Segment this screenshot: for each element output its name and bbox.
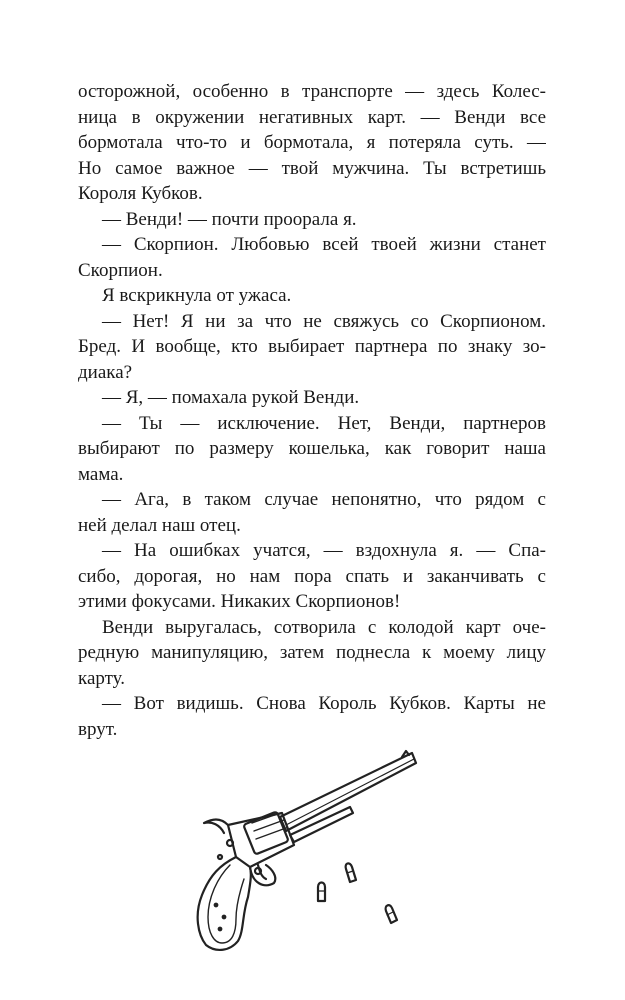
- text-line: [78, 385, 546, 411]
- text-line-content: диака?: [78, 361, 133, 383]
- text-line: [78, 411, 546, 437]
- text-line: [78, 513, 546, 539]
- text-line-content: — На ошибках учатся, — вздохнула я. — Спа-: [102, 540, 546, 561]
- revolver-icon: [190, 745, 430, 960]
- bullet-icon: [386, 905, 397, 923]
- text-line: [78, 487, 546, 513]
- text-line-content: — Вот видишь. Снова Король Кубков. Карты не: [102, 693, 546, 714]
- text-line: [78, 105, 546, 131]
- text-line: [78, 79, 546, 105]
- revolver-illustration: [190, 745, 430, 960]
- text-line-content: бормотала что-то и бормотала, я потеряла суть. —: [78, 132, 546, 153]
- text-line-content: Короля Кубков.: [78, 183, 203, 204]
- text-line: [78, 309, 546, 335]
- text-line-content: Но самое важное — твой мужчина. Ты встретишь: [78, 157, 546, 179]
- text-line-content: — Скорпион. Любовью всей твоей жизни станет: [102, 234, 546, 255]
- text-line: [78, 232, 546, 258]
- text-line: [78, 589, 546, 615]
- text-line-content: осторожной, особенно в транспорте — здесь Колес-: [78, 81, 546, 102]
- text-line: [78, 334, 546, 360]
- text-line-content: — Нет! Я ни за что не свяжусь со Скорпионом.: [102, 310, 546, 332]
- text-line-content: Бред. И вообще, кто выбирает партнера по знаку зо-: [78, 336, 546, 357]
- text-line-content: Скорпион.: [78, 259, 163, 281]
- text-line: [78, 436, 546, 462]
- text-line-content: Я вскрикнула от ужаса.: [102, 285, 292, 306]
- text-line-content: — Я, — помахала рукой Венди.: [102, 387, 360, 408]
- text-line: [78, 258, 546, 284]
- bullet-icon: [318, 883, 325, 902]
- text-line: [78, 181, 546, 207]
- text-line: [78, 666, 546, 692]
- text-line-content: мама.: [78, 463, 124, 485]
- bullet-icon: [346, 863, 356, 882]
- text-line: [78, 207, 546, 233]
- text-line-content: — Венди! — почти проорала я.: [102, 208, 357, 230]
- text-line: [78, 640, 546, 666]
- text-line-content: ней делал наш отец.: [78, 514, 241, 536]
- text-line-content: сибо, дорогая, но нам пора спать и заканчивать с: [78, 565, 546, 587]
- text-line-content: этими фокусами. Никаких Скорпионов!: [78, 591, 401, 612]
- text-line: [78, 538, 546, 564]
- text-line: [78, 615, 546, 641]
- text-line: [78, 360, 546, 386]
- text-line-content: Венди выругалась, сотворила с колодой карт оче-: [102, 616, 546, 638]
- text-line-content: — Ага, в таком случае непонятно, что рядом с: [102, 489, 546, 510]
- text-line-content: выбирают по размеру кошелька, как говорит наша: [78, 438, 546, 459]
- text-line: [78, 156, 546, 182]
- text-line: [78, 462, 546, 488]
- text-line: [78, 717, 546, 743]
- text-line-content: карту.: [78, 667, 126, 689]
- text-line-content: редную манипуляцию, затем поднесла к моему лицу: [78, 642, 546, 663]
- text-line: [78, 130, 546, 156]
- text-line-content: ница в окружении негативных карт. — Венди все: [78, 106, 546, 128]
- text-line: [78, 283, 546, 309]
- text-line-content: врут.: [78, 718, 118, 740]
- text-line: [78, 564, 546, 590]
- text-line-content: — Ты — исключение. Нет, Венди, партнеров: [102, 412, 546, 434]
- text-line: [78, 691, 546, 717]
- body-text: [78, 79, 546, 742]
